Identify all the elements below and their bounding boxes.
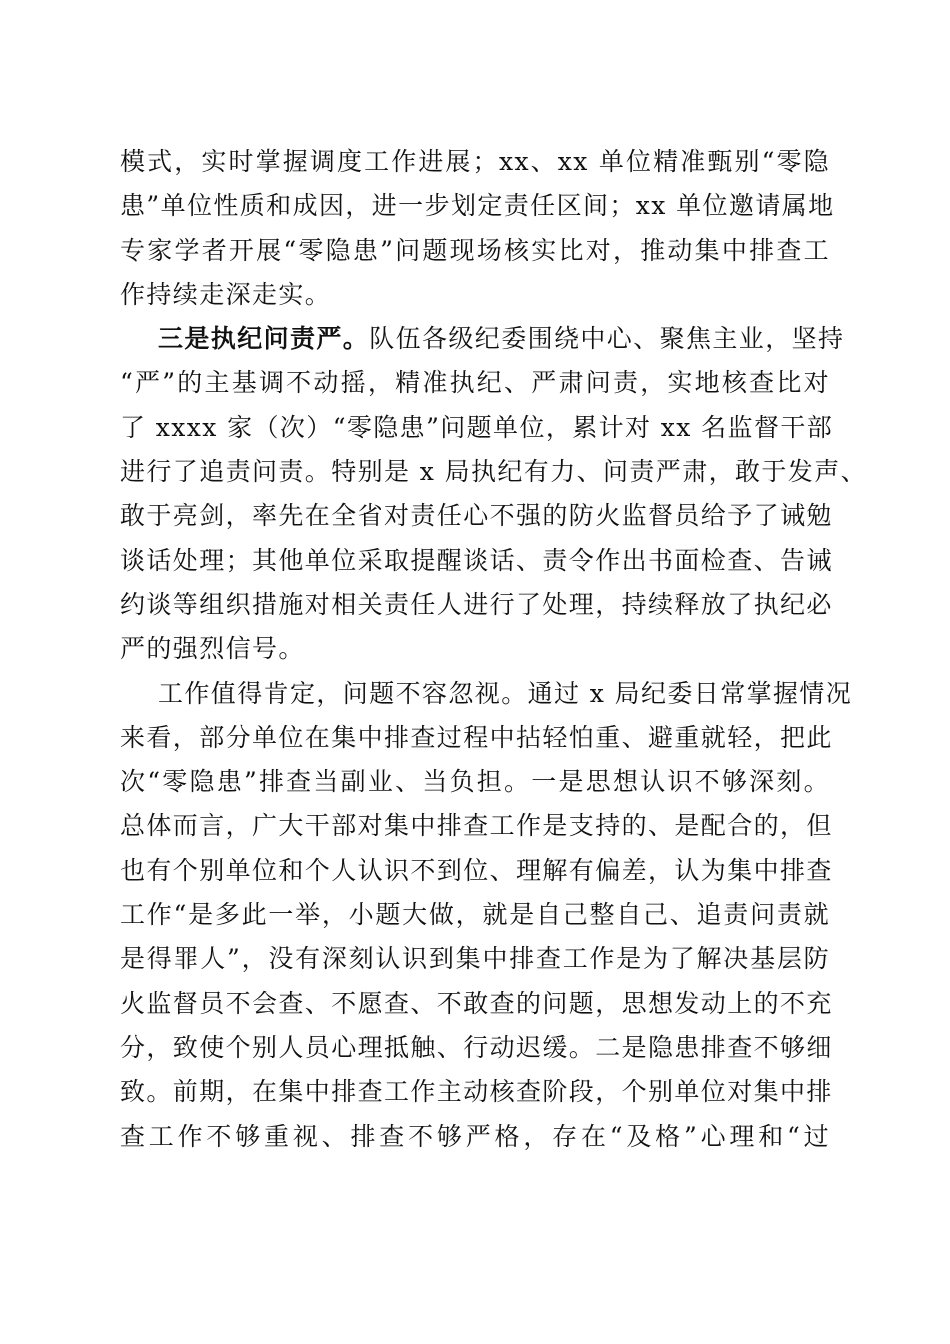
text-line: 致。前期，在集中排查工作主动核查阶段，个别单位对集中排 — [120, 1077, 833, 1107]
text-line: 查工作不够重视、排查不够严格，存在“及格”心理和“过 — [120, 1121, 830, 1151]
text-line: 火监督员不会查、不愿查、不敢查的问题，思想发动上的不充 — [120, 988, 833, 1018]
text-line: 专家学者开展“零隐患”问题现场核实比对，推动集中排查工 — [120, 235, 830, 265]
text-line: 进行了追责问责。特别是 x 局执纪有力、问责严肃，敢于发声、 — [120, 457, 867, 487]
text-line: 患”单位性质和成因，进一步划定责任区间；xx 单位邀请属地 — [120, 191, 835, 221]
text-line: 次“零隐患”排查当副业、当负担。一是思想认识不够深刻。 — [120, 767, 830, 797]
text-line: 约谈等组织措施对相关责任人进行了处理，持续释放了执纪必 — [120, 589, 833, 619]
text-line: 谈话处理；其他单位采取提醒谈话、责令作出书面检查、告诫 — [120, 545, 833, 575]
text-line: 严的强烈信号。 — [120, 634, 305, 664]
document-body — [120, 140, 867, 1159]
text-line-rest: 队伍各级纪委围绕中心、聚焦主业，坚持 — [369, 324, 845, 354]
text-line: “严”的主基调不动摇，精准执纪、严肃问责，实地核查比对 — [120, 368, 830, 398]
text-line: 敢于亮剑，率先在全省对责任心不强的防火监督员给予了诫勉 — [120, 501, 833, 531]
text-line: 工作值得肯定，问题不容忽视。通过 x 局纪委日常掌握情况 — [158, 678, 853, 708]
paragraph-lead-heading: 三是执纪问责严。 — [158, 324, 370, 354]
text-line: 了 xxxx 家（次）“零隐患”问题单位，累计对 xx 名监督干部 — [120, 412, 834, 442]
text-line: 也有个别单位和个人认识不到位、理解有偏差，认为集中排查 — [120, 855, 833, 885]
paragraph-3 — [120, 672, 853, 1159]
text-line: 作持续走深走实。 — [120, 279, 332, 309]
text-line: 总体而言，广大干部对集中排查工作是支持的、是配合的，但 — [120, 811, 833, 841]
text-line: 分，致使个别人员心理抵触、行动迟缓。二是隐患排查不够细 — [120, 1032, 833, 1062]
text-line: 模式，实时掌握调度工作进展；xx、xx 单位精准甄别“零隐 — [120, 147, 830, 176]
paragraph-1 — [120, 140, 835, 317]
text-line: 工作“是多此一举，小题大做，就是自己整自己、追责问责就 — [120, 900, 830, 930]
paragraph-2 — [120, 317, 867, 671]
text-line: 来看，部分单位在集中排查过程中拈轻怕重、避重就轻，把此 — [120, 722, 833, 752]
text-line — [120, 317, 845, 361]
text-line: 是得罪人”，没有深刻认识到集中排查工作是为了解决基层防 — [120, 944, 830, 974]
